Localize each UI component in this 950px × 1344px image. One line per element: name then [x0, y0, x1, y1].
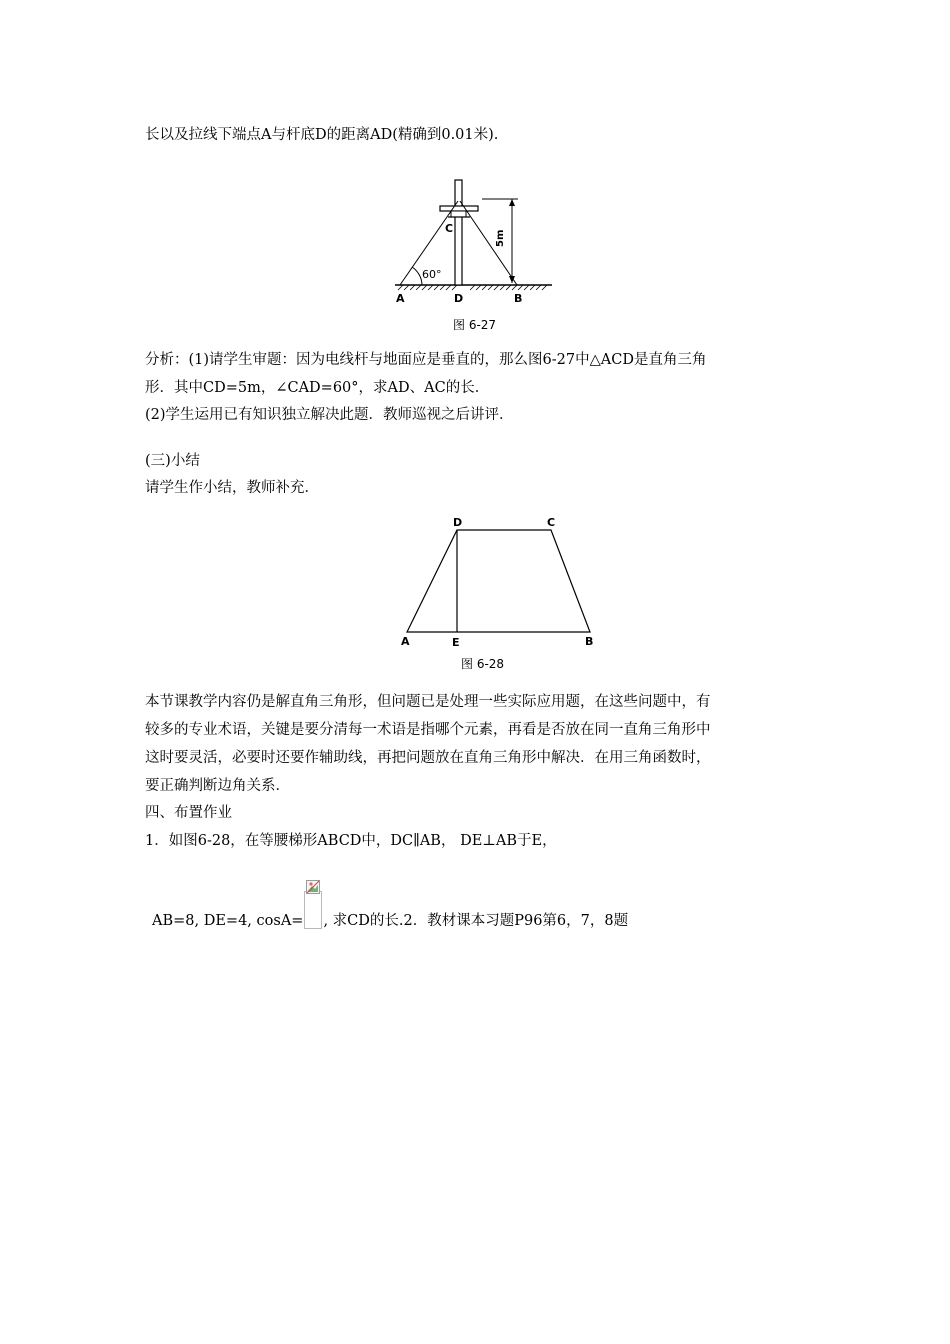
label-a: A: [401, 635, 410, 648]
section-heading: 四、布置作业: [145, 805, 232, 821]
text-line: 1．如图6-28，在等腰梯形ABCD中，DC∥AB， DE⊥AB于E，: [145, 833, 557, 849]
label-c: C: [445, 222, 454, 235]
broken-image-icon: [306, 880, 320, 894]
section-heading: (三)小结: [145, 453, 200, 469]
figure-6-28-diagram: [395, 514, 605, 654]
text-line: 形．其中CD=5m，∠CAD=60°，求AD、AC的长．: [145, 380, 490, 396]
text-line: (2)学生运用已有知识独立解决此题．教师巡视之后讲评．: [145, 407, 514, 423]
label-a: A: [396, 292, 405, 305]
text-line: [152, 891, 628, 931]
pole-clamp: [451, 211, 466, 217]
figure-6-28-caption: 图 6-28: [461, 657, 505, 671]
text-line: 这时要灵活，必要时还要作辅助线，再把问题放在直角三角形中解决．在用三角函数时，: [145, 750, 711, 766]
figure-6-27-caption: 图 6-27: [453, 318, 497, 332]
label-d: D: [453, 516, 463, 529]
label-b: B: [585, 635, 594, 648]
text-line: 分析：(1)请学生审题：因为电线杆与地面应是垂直的，那么图6-27中△ACD是直角三角: [145, 352, 707, 368]
formula-text: , 求CD的长.2．教材课本习题P96第6，7，8题: [323, 913, 629, 929]
wire-cb: [460, 201, 517, 285]
text-line: 长以及拉线下端点A与杆底D的距离AD(精确到0.01米).: [145, 127, 499, 143]
formula-text: AB=8, DE=4, cosA=: [152, 913, 304, 929]
figure-6-27-diagram: [390, 175, 560, 310]
broken-image-placeholder: [304, 891, 322, 929]
text-line: 较多的专业术语，关键是要分清每一术语是指哪个元素，再看是否放在同一直角三角形中: [145, 722, 711, 738]
trapezoid-abcd: [407, 530, 590, 632]
text-line: 请学生作小结，教师补充．: [145, 480, 319, 496]
cross-arm: [440, 206, 478, 211]
text-line: 本节课教学内容仍是解直角三角形，但问题已是处理一些实际应用题，在这些问题中，有: [145, 694, 711, 710]
label-e: E: [452, 636, 460, 649]
angle-arc: [412, 267, 422, 285]
label-angle: 60°: [422, 268, 442, 281]
text-line: 要正确判断边角关系．: [145, 778, 290, 794]
label-b: B: [514, 292, 523, 305]
label-d: D: [454, 292, 464, 305]
label-c: C: [547, 516, 556, 529]
label-height: 5m: [495, 229, 506, 247]
pole: [455, 180, 462, 285]
